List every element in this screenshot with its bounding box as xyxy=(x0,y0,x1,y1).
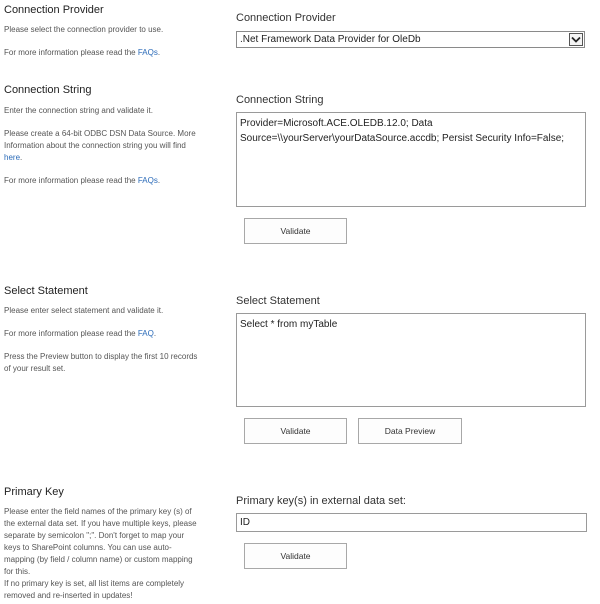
desc-text: For more information please read the xyxy=(4,176,138,185)
select-statement-desc-3: Press the Preview button to display the first 10 records of your result set. xyxy=(4,352,198,373)
desc-text: For more information please read the xyxy=(4,48,138,57)
faq-link[interactable]: FAQ xyxy=(137,329,154,338)
data-preview-button[interactable]: Data Preview xyxy=(358,418,462,444)
validate-connection-string-button[interactable]: Validate xyxy=(244,218,347,244)
connection-provider-label: Connection Provider xyxy=(236,12,336,24)
desc-text: Please create a 64-bit ODBC DSN Data Source. More Information about the connection string you will find xyxy=(4,129,196,150)
connection-string-desc-1: Enter the connection string and validate it. xyxy=(4,106,153,115)
here-link[interactable]: here xyxy=(4,153,21,162)
select-statement-desc-2 xyxy=(4,328,204,340)
select-statement-section-title: Select Statement xyxy=(4,285,88,297)
validate-primary-key-button[interactable]: Validate xyxy=(244,543,347,569)
connection-string-desc-2 xyxy=(4,128,204,164)
connection-string-textarea[interactable] xyxy=(236,112,586,207)
connection-provider-select[interactable] xyxy=(236,31,585,48)
primary-key-desc-2: If no primary key is set, all list items are completely removed and re-inserted in updates! xyxy=(4,579,185,600)
faqs-link[interactable]: FAQs xyxy=(137,176,158,185)
connection-provider-selected-value: .Net Framework Data Provider for OleDb xyxy=(240,34,421,45)
select-statement-textarea[interactable] xyxy=(236,313,586,407)
connection-string-desc-3 xyxy=(4,175,204,187)
primary-key-desc-1: Please enter the field names of the primary key (s) of the external data set. If you have multiple keys, please separate by semicolon ";". Don't forget to map your keys to SharePoint columns. You can use auto-mapping (by field / column name) or custom mapping for this. xyxy=(4,507,197,576)
validate-select-statement-button[interactable]: Validate xyxy=(244,418,347,444)
chevron-down-icon[interactable] xyxy=(569,33,583,46)
connection-string-label: Connection String xyxy=(236,94,324,106)
select-statement-desc-1: Please enter select statement and validate it. xyxy=(4,306,164,315)
select-statement-label: Select Statement xyxy=(236,295,320,307)
primary-key-section-title: Primary Key xyxy=(4,486,64,498)
connection-string-section-title: Connection String xyxy=(4,84,92,96)
connection-provider-description xyxy=(4,24,204,59)
desc-text: For more information please read the xyxy=(4,329,138,338)
desc-text: . xyxy=(157,48,161,57)
primary-key-label: Primary key(s) in external data set: xyxy=(236,495,406,507)
primary-key-description xyxy=(4,506,200,602)
desc-text: . xyxy=(153,329,157,338)
connection-provider-desc-2 xyxy=(4,47,204,59)
faqs-link[interactable]: FAQs xyxy=(137,48,158,57)
primary-key-input[interactable] xyxy=(236,513,587,532)
desc-text: . xyxy=(20,153,23,162)
select-statement-description xyxy=(4,305,204,375)
connection-string-description xyxy=(4,105,204,187)
connection-provider-section-title: Connection Provider xyxy=(4,4,104,16)
desc-text: . xyxy=(157,176,161,185)
connection-provider-desc-1: Please select the connection provider to use. xyxy=(4,25,164,34)
